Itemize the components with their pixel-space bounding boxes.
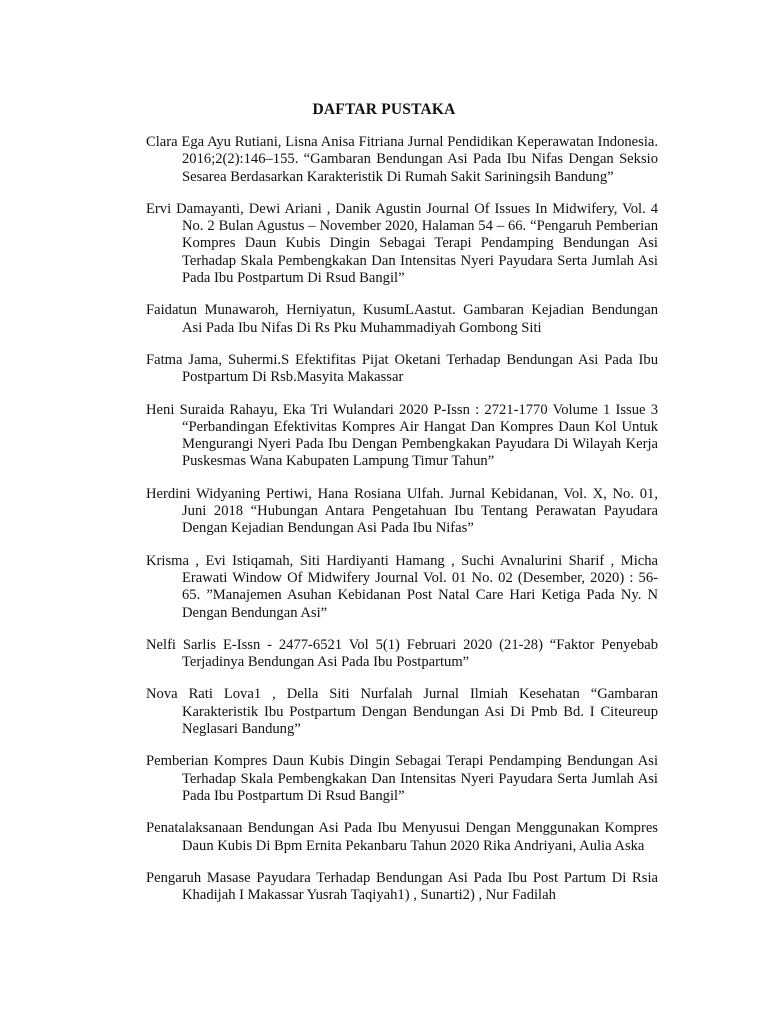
reference-entry: Ervi Damayanti, Dewi Ariani , Danik Agustin Journal Of Issues In Midwifery, Vol. 4 No. 2 Bulan Agustus – November 2020, Halaman 54 – 66. “Pengaruh Pemberian Kompres Daun Kubis Dingin Sebagai Terapi Pendamping Bendungan Asi Terhadap Skala Pembengkakan Dan Intensitas Nyeri Payudara Serta Jumlah Asi Pada Ibu Postpartum Di Rsud Bangil” xyxy=(146,200,658,287)
reference-entry: Penatalaksanaan Bendungan Asi Pada Ibu Menyusui Dengan Menggunakan Kompres Daun Kubis Di Bpm Ernita Pekanbaru Tahun 2020 Rika Andriyani, Aulia Aska xyxy=(146,820,658,854)
reference-entry: Clara Ega Ayu Rutiani, Lisna Anisa Fitriana Jurnal Pendidikan Keperawatan Indonesia. 2016;2(2):146–155. “Gambaran Bendungan Asi Pada Ibu Nifas Dengan Seksio Sesarea Berdasarkan Karakteristik Di Rumah Sakit Sariningsih Bandung” xyxy=(146,134,658,185)
reference-entry: Herdini Widyaning Pertiwi, Hana Rosiana Ulfah. Jurnal Kebidanan, Vol. X, No. 01, Juni 2018 “Hubungan Antara Pengetahuan Ibu Tentang Perawatan Payudara Dengan Kejadian Bendungan Asi Pada Ibu Nifas” xyxy=(146,485,658,537)
reference-list xyxy=(146,134,658,919)
reference-entry: Pemberian Kompres Daun Kubis Dingin Sebagai Terapi Pendamping Bendungan Asi Terhadap Skala Pembengkakan Dan Intensitas Nyeri Payudara Serta Jumlah Asi Pada Ibu Postpartum Di Rsud Bangil” xyxy=(146,753,658,804)
reference-entry: Nova Rati Lova1 , Della Siti Nurfalah Jurnal Ilmiah Kesehatan “Gambaran Karakteristik Ibu Postpartum Dengan Bendungan Asi Di Pmb Bd. I Citeureup Neglasari Bandung” xyxy=(146,686,658,738)
reference-entry: Heni Suraida Rahayu, Eka Tri Wulandari 2020 P-Issn : 2721-1770 Volume 1 Issue 3 “Perbandingan Efektivitas Kompres Air Hangat Dan Kompres Daun Kol Untuk Mengurangi Nyeri Pada Ibu Dengan Pembengkakan Payudara Di Wilayah Kerja Puskesmas Wana Kabupaten Lampung Timur Tahun” xyxy=(146,401,658,470)
reference-entry: Krisma , Evi Istiqamah, Siti Hardiyanti Hamang , Suchi Avnalurini Sharif , Micha Erawati Window Of Midwifery Journal Vol. 01 No. 02 (Desember, 2020) : 56-65. ”Manajemen Asuhan Kebidanan Post Natal Care Hari Ketiga Pada Ny. N Dengan Bendungan Asi” xyxy=(146,552,658,621)
reference-entry: Nelfi Sarlis E-Issn - 2477-6521 Vol 5(1) Februari 2020 (21-28) “Faktor Penyebab Terjadinya Bendungan Asi Pada Ibu Postpartum” xyxy=(146,636,658,671)
reference-entry: Faidatun Munawaroh, Herniyatun, KusumLAastut. Gambaran Kejadian Bendungan Asi Pada Ibu Nifas Di Rs Pku Muhammadiyah Gombong Siti xyxy=(146,302,658,336)
reference-entry: Pengaruh Masase Payudara Terhadap Bendungan Asi Pada Ibu Post Partum Di Rsia Khadijah I Makassar Yusrah Taqiyah1) , Sunarti2) , Nur Fadilah xyxy=(146,869,658,904)
reference-entry: Fatma Jama, Suhermi.S Efektifitas Pijat Oketani Terhadap Bendungan Asi Pada Ibu Postpartum Di Rsb.Masyita Makassar xyxy=(146,351,658,386)
page-title: DAFTAR PUSTAKA xyxy=(312,101,456,118)
